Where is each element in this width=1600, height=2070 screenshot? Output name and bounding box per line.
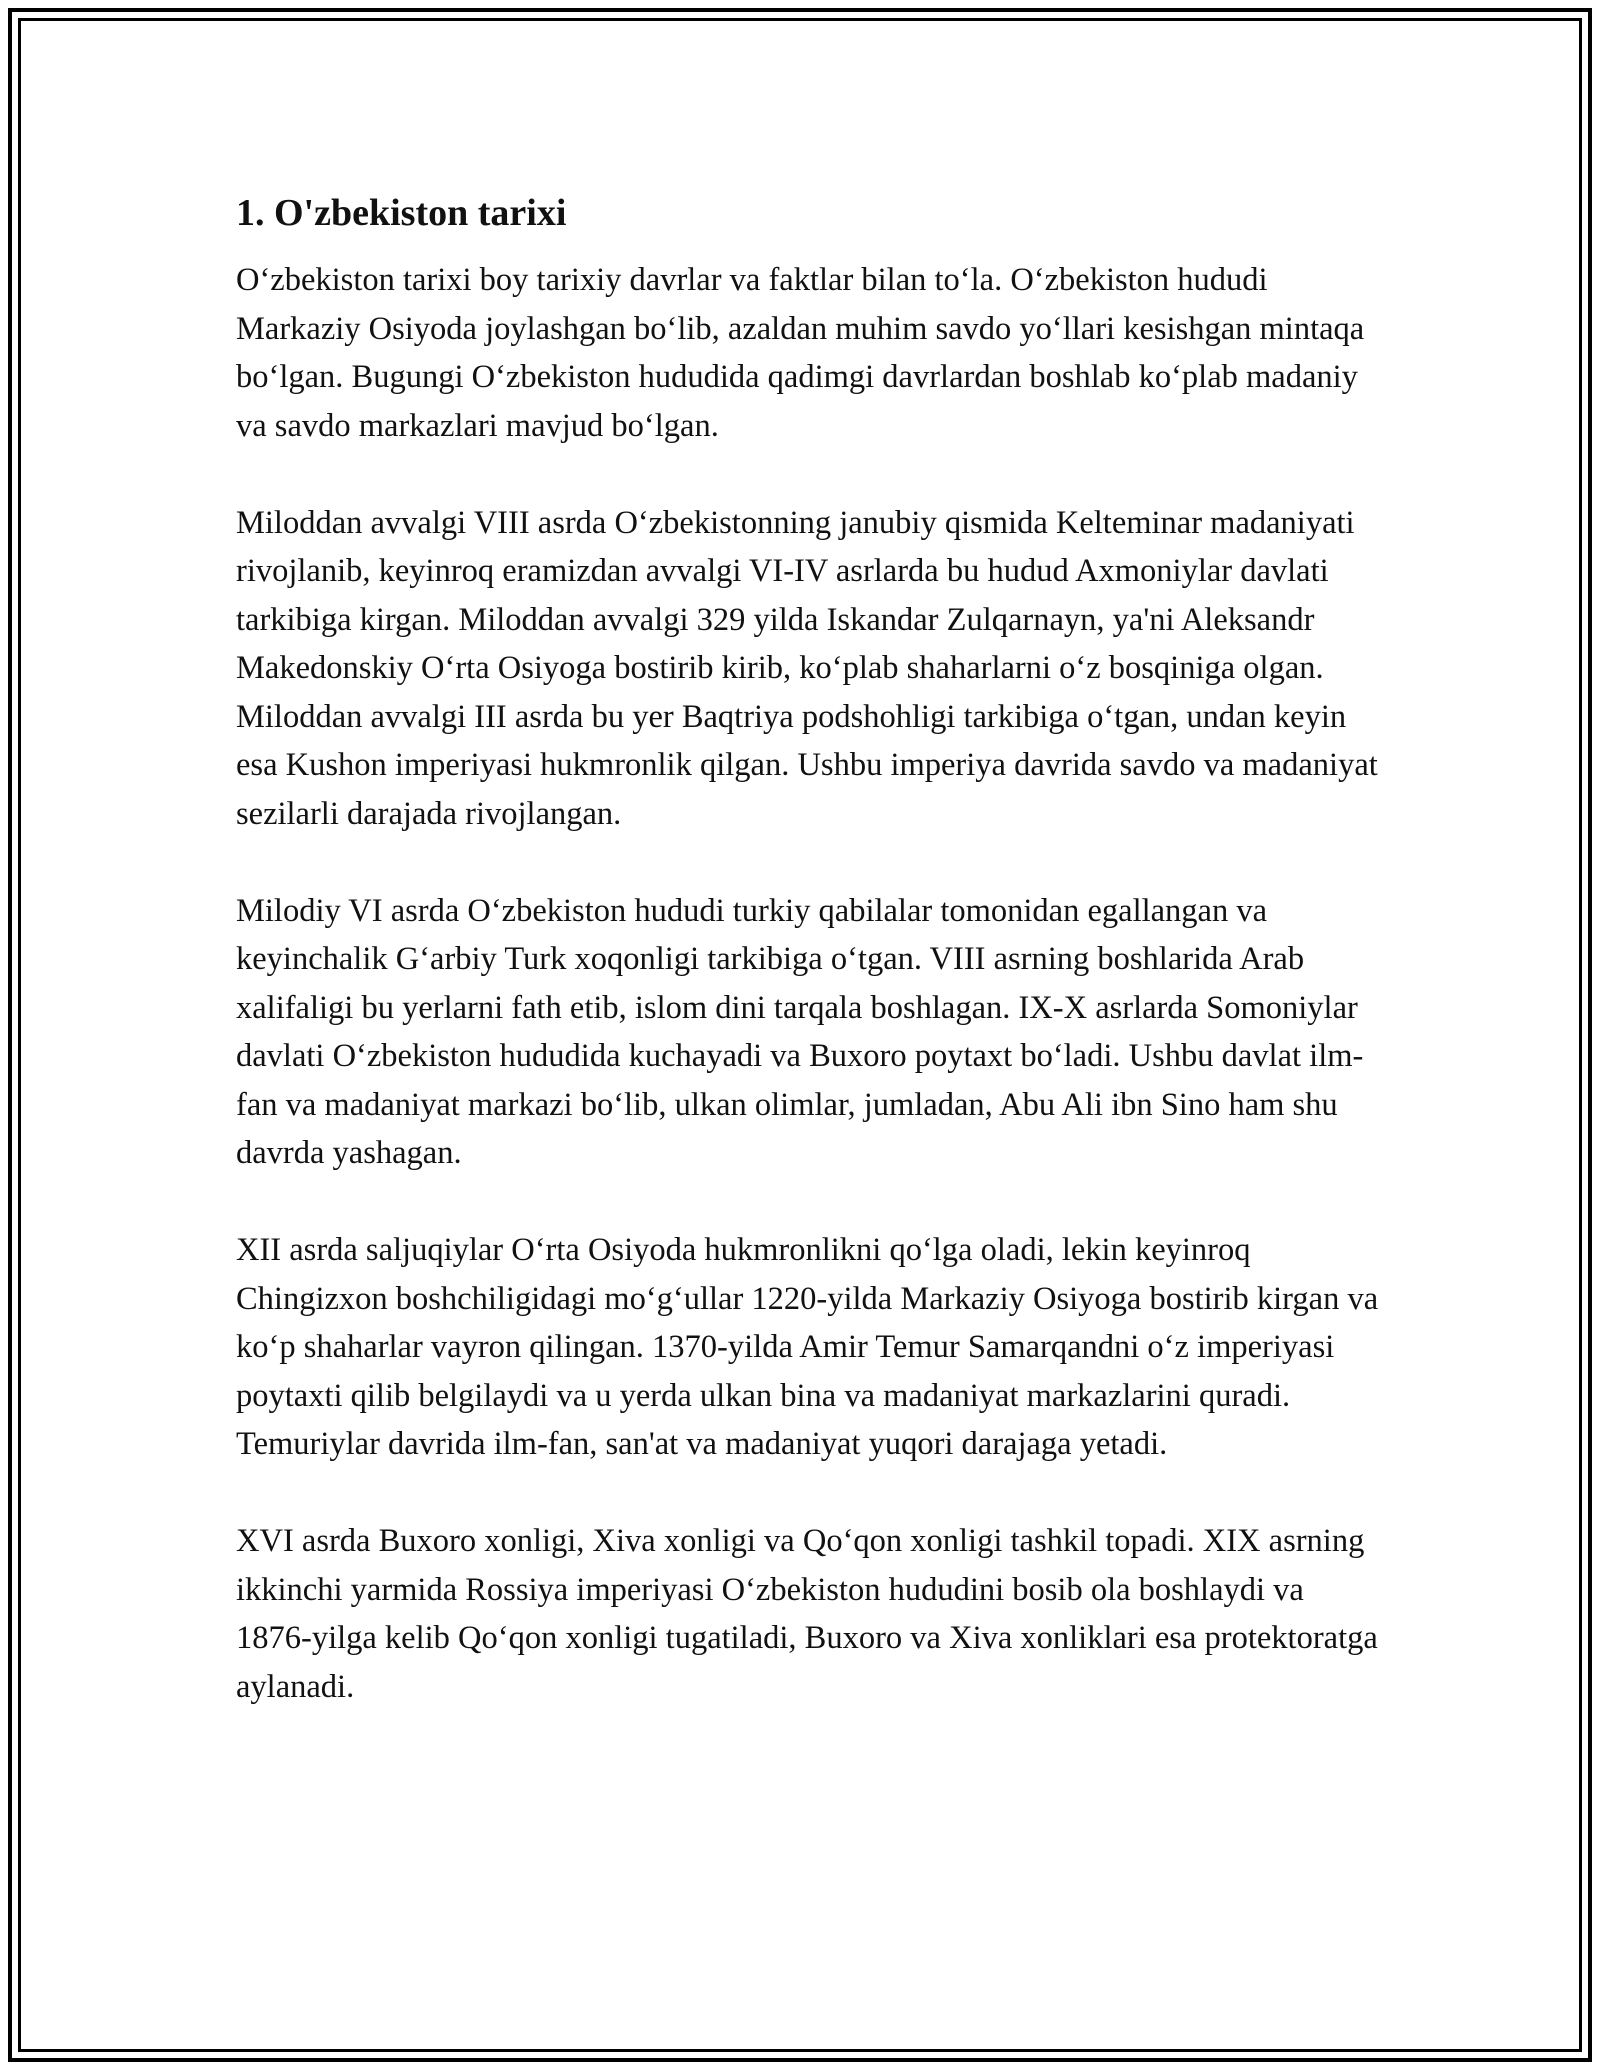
- section-heading: 1. O'zbekiston tarixi: [236, 192, 567, 234]
- paragraph-khanates: XVI asrda Buxoro xonligi, Xiva xonligi va Qo‘qon xonligi tashkil topadi. XIX asrning ikkinchi yarmida Rossiya imperiyasi O‘zbekiston hududini bosib ola boshlaydi va 1876-yilga kelib Qo‘qon xonligi tugatiladi, Buxoro va Xiva xonliklari esa protektoratga aylanadi.: [236, 1523, 1378, 1705]
- paragraph-ancient: Miloddan avvalgi VIII asrda O‘zbekistonning janubiy qismida Kelteminar madaniyati rivojlanib, keyinroq eramizdan avvalgi VI-IV asrlarda bu hudud Axmoniylar davlati tarkibiga kirgan. Miloddan avvalgi 329 yilda Iskandar Zulqarnayn, ya'ni Aleksandr Makedonskiy O‘rta Osiyoga bostirib kirib, ko‘plab shaharlarni o‘z bosqiniga olgan. Miloddan avvalgi III asrda bu yer Baqtriya podshohligi tarkibiga o‘tgan, undan keyin esa Kushon imperiyasi hukmronlik qilgan. Ushbu imperiya davrida savdo va madaniyat sezilarli darajada rivojlangan.: [236, 504, 1378, 832]
- document-body: [236, 186, 1386, 1760]
- paragraph-intro: O‘zbekiston tarixi boy tarixiy davrlar va faktlar bilan to‘la. O‘zbekiston hududi Markaziy Osiyoda joylashgan bo‘lib, azaldan muhim savdo yo‘llari kesishgan mintaqa bo‘lgan. Bugungi O‘zbekiston hududida qadimgi davrlardan boshlab ko‘plab madaniy va savdo markazlari mavjud bo‘lgan.: [236, 262, 1365, 444]
- paragraph-medieval: Milodiy VI asrda O‘zbekiston hududi turkiy qabilalar tomonidan egallangan va keyinchalik G‘arbiy Turk xoqonligi tarkibiga o‘tgan. VIII asrning boshlarida Arab xalifaligi bu yerlarni fath etib, islom dini tarqala boshlagan. IX-X asrlarda Somoniylar davlati O‘zbekiston hududida kuchayadi va Buxoro poytaxt bo‘ladi. Ushbu davlat ilm-fan va madaniyat markazi bo‘lib, ulkan olimlar, jumladan, Abu Ali ibn Sino ham shu davrda yashagan.: [236, 892, 1364, 1171]
- paragraph-timurid: XII asrda saljuqiylar O‘rta Osiyoda hukmronlikni qo‘lga oladi, lekin keyinroq Chingizxon boshchiligidagi mo‘g‘ullar 1220-yilda Markaziy Osiyoga bostirib kirgan va ko‘p shaharlar vayron qilingan. 1370-yilda Amir Temur Samarqandni o‘z imperiyasi poytaxti qilib belgilaydi va u yerda ulkan bina va madaniyat markazlarini quradi. Temuriylar davrida ilm-fan, san'at va madaniyat yuqori darajaga yetadi.: [236, 1232, 1379, 1462]
